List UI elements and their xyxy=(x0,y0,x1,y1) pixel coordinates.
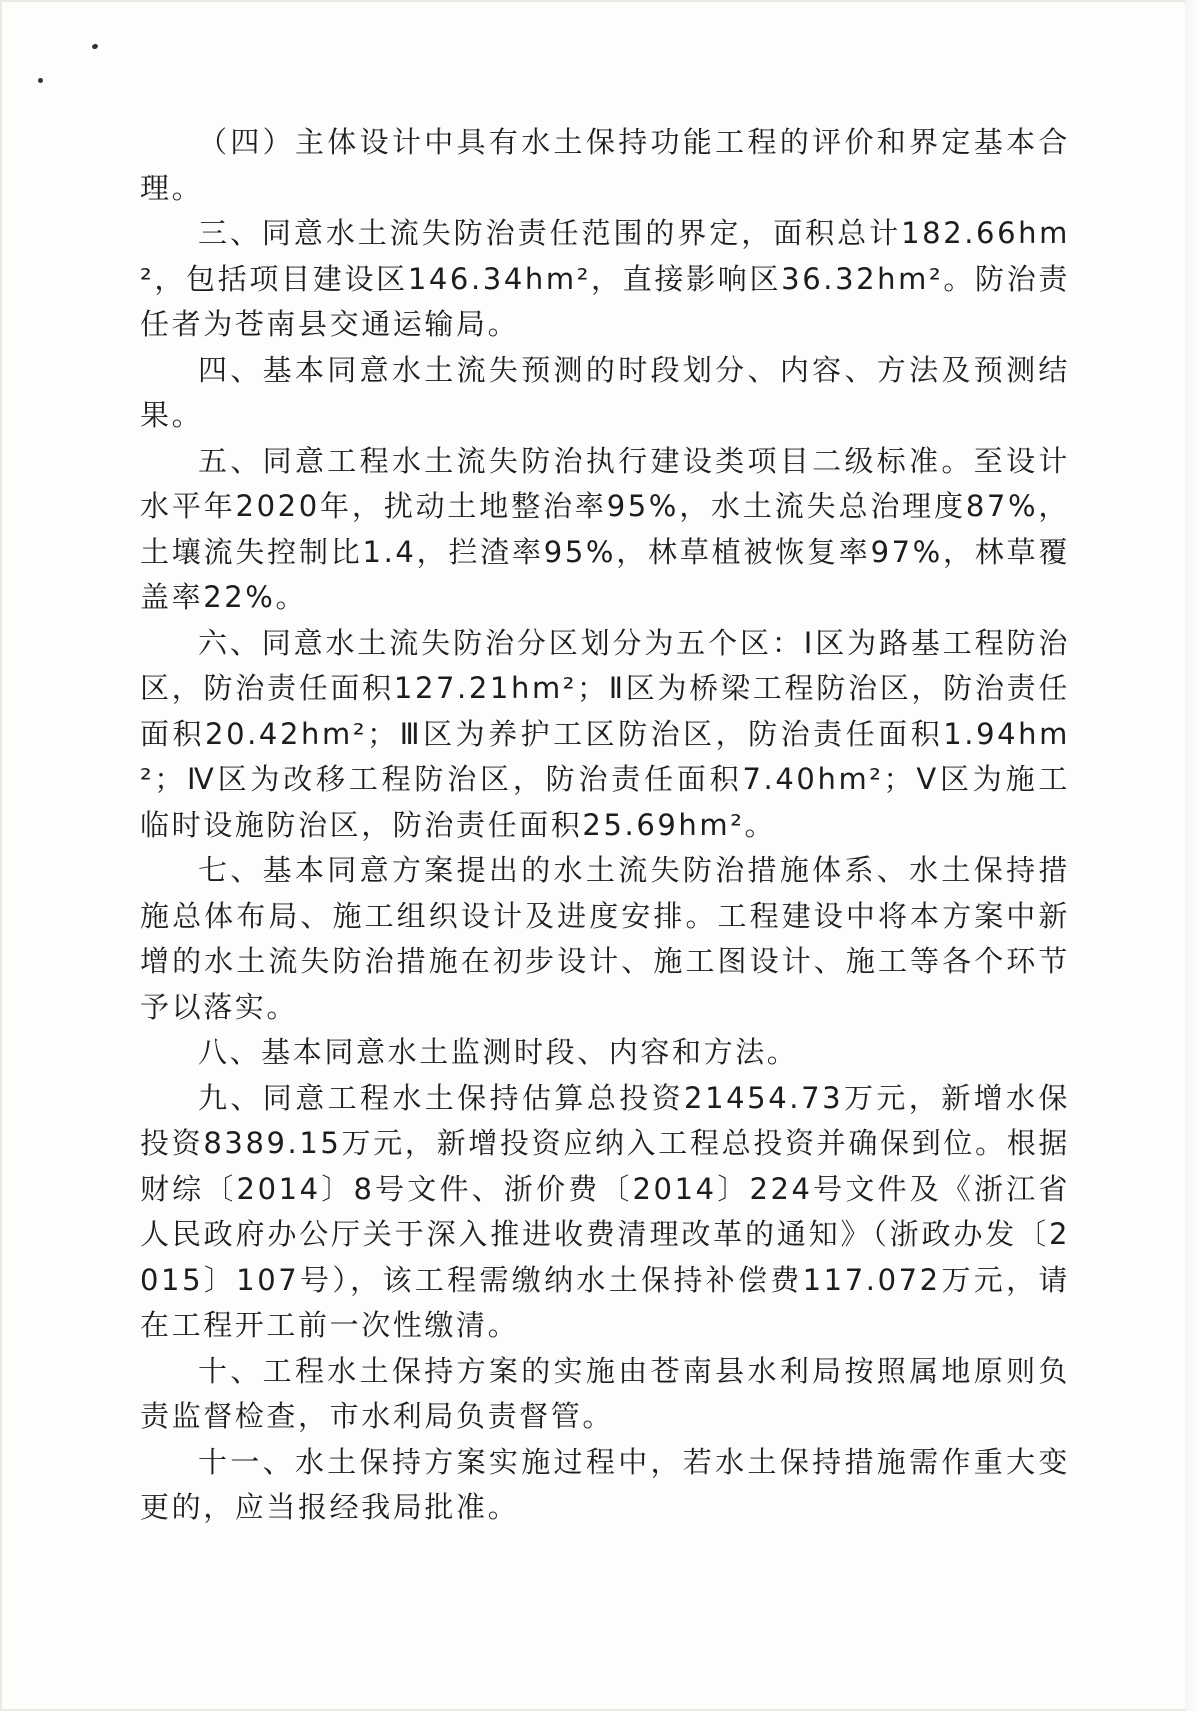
paragraph-zoning: 六、同意水土流失防治分区划分为五个区：Ⅰ区为路基工程防治区，防治责任面积127.21hm²；Ⅱ区为桥梁工程防治区，防治责任面积20.42hm²；Ⅲ区为养护工区防治区，防治责任面积1.94hm²；Ⅳ区为改移工程防治区，防治责任面积7.40hm²；Ⅴ区为施工临时设施防治区，防治责任面积25.69hm²。 xyxy=(140,625,1070,842)
paragraph-supervision: 十、工程水土保持方案的实施由苍南县水利局按照属地原则负责监督检查，市水利局负责督管。 xyxy=(140,1353,1070,1433)
paragraph-changes: 十一、水土保持方案实施过程中，若水土保持措施需作重大变更的，应当报经我局批准。 xyxy=(140,1444,1070,1524)
paragraph-responsibility-scope: 三、同意水土流失防治责任范围的界定，面积总计182.66hm²，包括项目建设区146.34hm²，直接影响区36.32hm²。防治责任者为苍南县交通运输局。 xyxy=(140,216,1070,341)
scan-edge xyxy=(1185,0,1199,1711)
paragraph-prediction: 四、基本同意水土流失预测的时段划分、内容、方法及预测结果。 xyxy=(140,352,1070,432)
scan-speck xyxy=(38,78,43,83)
paragraph-monitoring: 八、基本同意水土监测时段、内容和方法。 xyxy=(198,1035,799,1069)
paragraph-evaluation: （四）主体设计中具有水土保持功能工程的评价和界定基本合理。 xyxy=(140,125,1070,205)
scan-speck xyxy=(91,43,98,50)
document-body xyxy=(140,120,1070,1531)
paragraph-investment: 九、同意工程水土保持估算总投资21454.73万元，新增水保投资8389.15万元，新增投资应纳入工程总投资并确保到位。根据财综〔2014〕8号文件、浙价费〔2014〕224号文件及《浙江省人民政府办公厅关于深入推进收费清理改革的通知》（浙政办发〔2015〕107号），该工程需缴纳水土保持补偿费117.072万元，请在工程开工前一次性缴清。 xyxy=(140,1080,1070,1342)
paragraph-measures: 七、基本同意方案提出的水土流失防治措施体系、水土保持措施总体布局、施工组织设计及进度安排。工程建设中将本方案中新增的水土流失防治措施在初步设计、施工图设计、施工等各个环节予以落实。 xyxy=(140,853,1070,1024)
paragraph-standards: 五、同意工程水土流失防治执行建设类项目二级标准。至设计水平年2020年，扰动土地整治率95%，水土流失总治理度87%，土壤流失控制比1.4，拦渣率95%，林草植被恢复率97%，林草覆盖率22%。 xyxy=(140,443,1070,614)
